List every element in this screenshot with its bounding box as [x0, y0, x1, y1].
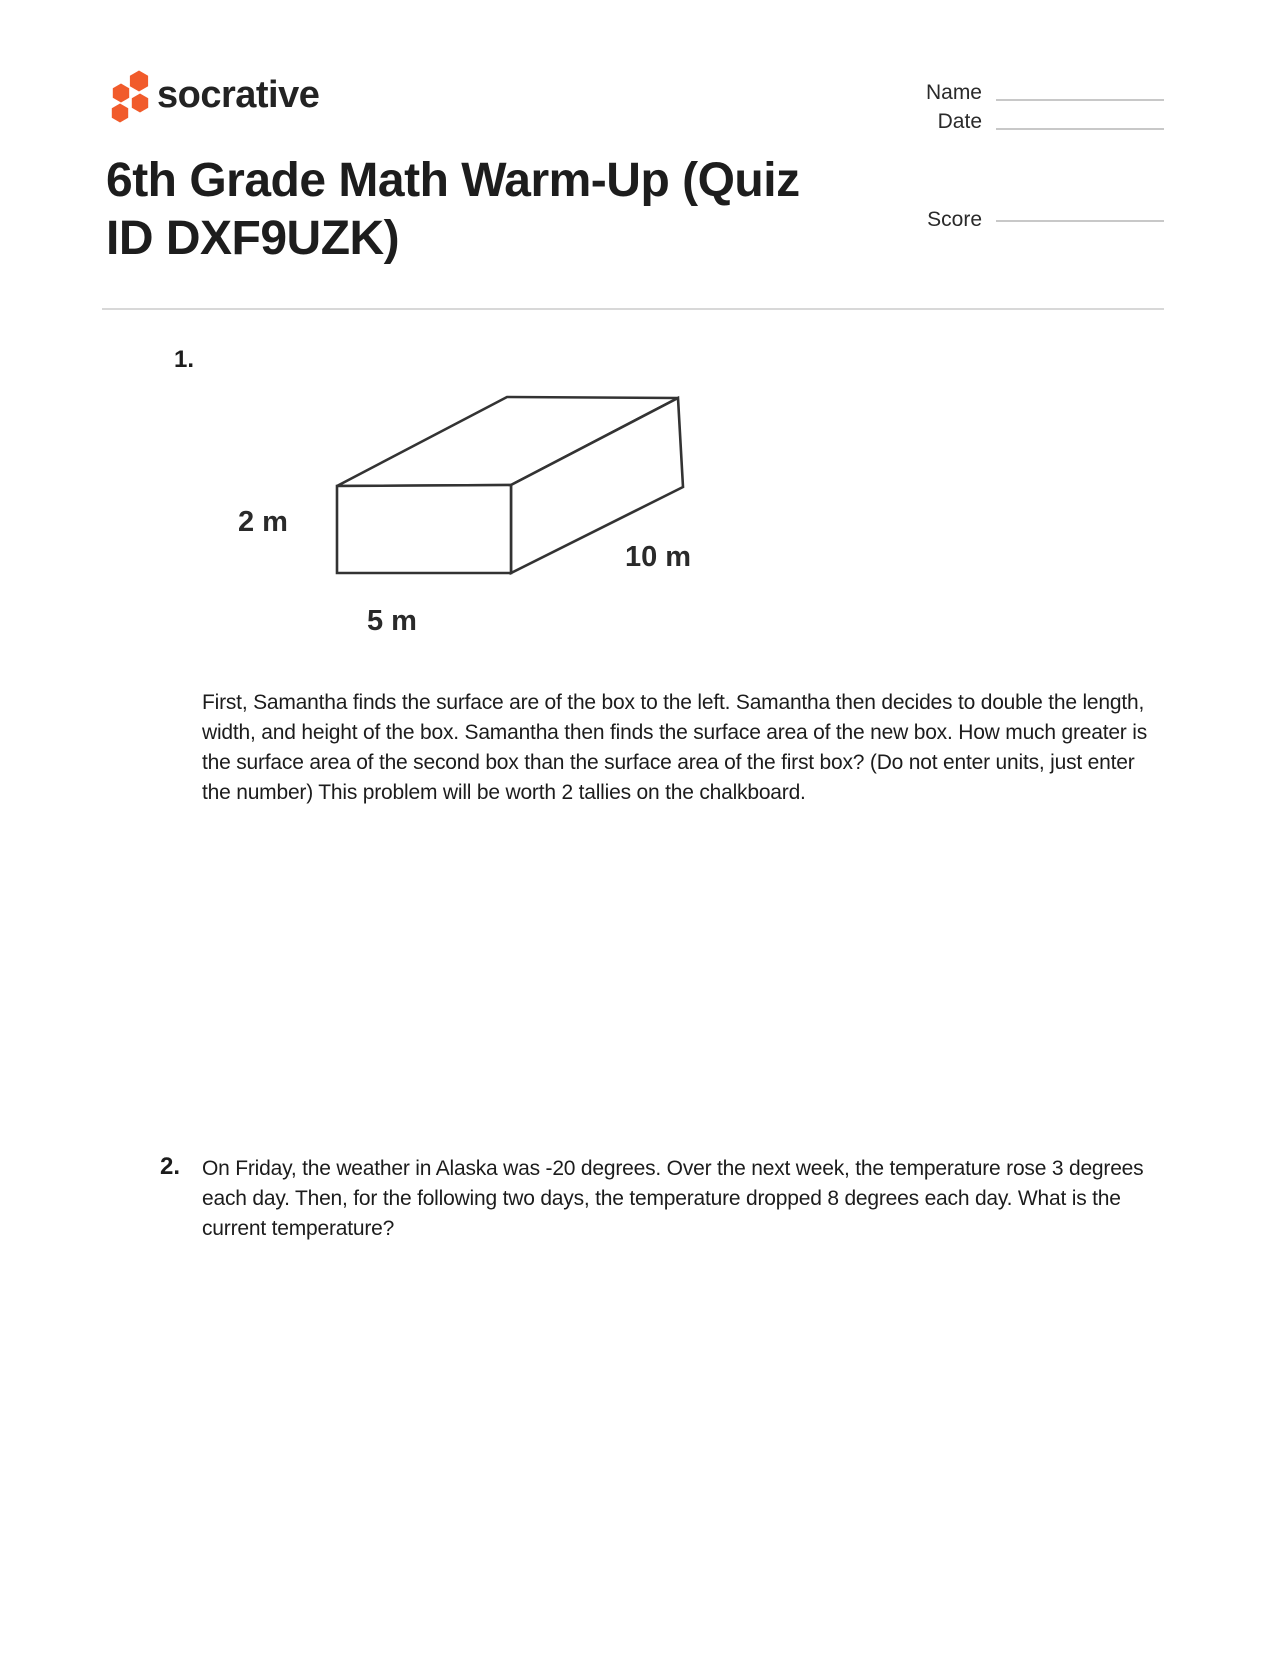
question-1-text: First, Samantha finds the surface are of the box to the left. Samantha then decides to double the length, width, and height of the box. Samantha then finds the surface area of the new box. How much greater is the surface area of the second box than the surface area of the first box? (Do not enter units, just enter the number) This problem will be worth 2 tallies on the chalkboard. — [202, 691, 1148, 804]
socrative-logo-icon — [100, 60, 152, 124]
box-front-face — [337, 485, 511, 573]
score-label: Score — [927, 208, 982, 231]
date-label: Date — [937, 110, 982, 133]
question-2-text: On Friday, the weather in Alaska was -20 degrees. Over the next week, the temperature rose 3 degrees each day. Then, for the following two days, the temperature dropped 8 degrees each day. What is the current temperature? — [202, 1157, 1144, 1240]
dimension-label-length: 10 m — [624, 541, 692, 573]
page-title: 6th Grade Math Warm-Up (Quiz ID DXF9UZK) — [106, 154, 800, 265]
score-blank-line — [996, 220, 1164, 222]
question-2-number: 2. — [160, 1153, 181, 1180]
header-divider — [102, 308, 1164, 310]
question-1-number: 1. — [174, 346, 195, 373]
name-label: Name — [925, 81, 982, 104]
dimension-label-height: 2 m — [238, 506, 288, 538]
name-blank-line — [996, 99, 1164, 101]
box-diagram — [230, 360, 710, 645]
date-blank-line — [996, 128, 1164, 130]
dimension-label-width: 5 m — [367, 605, 417, 637]
socrative-wordmark: socrative — [157, 74, 320, 116]
